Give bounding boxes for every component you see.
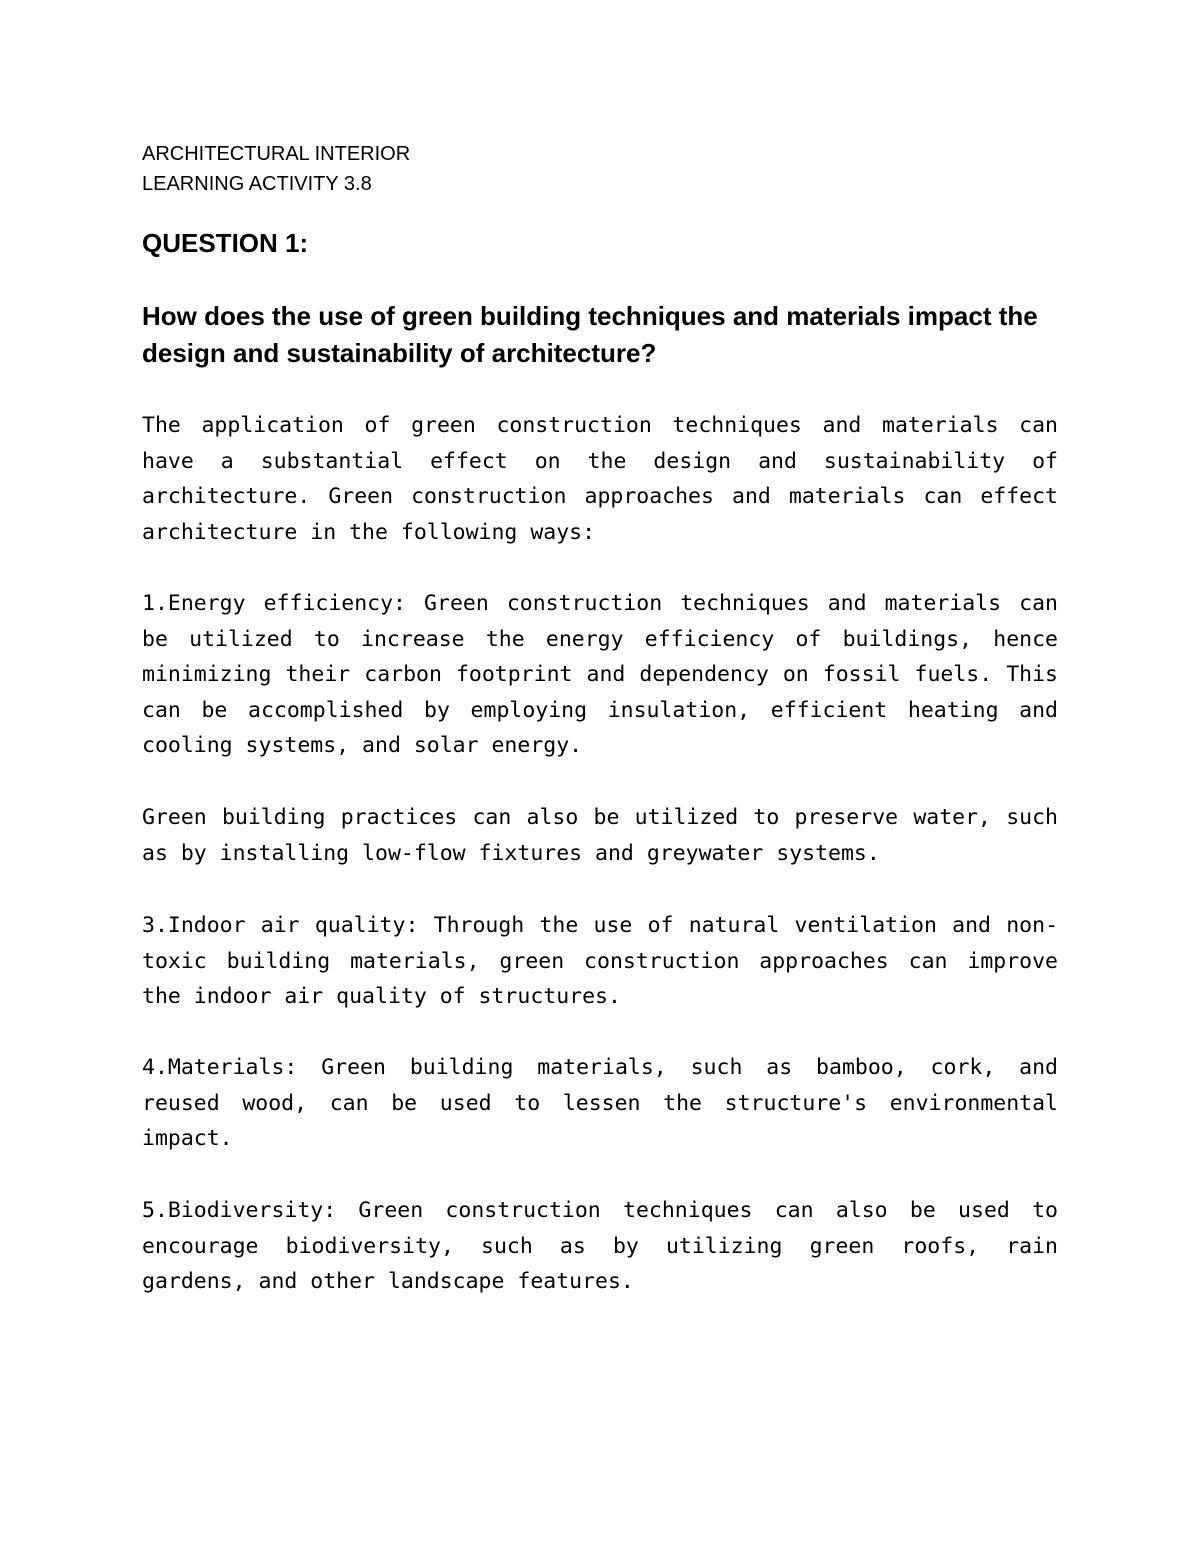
answer-point-biodiversity: 5.Biodiversity: Green construction techniques can also be used to encourage biodiversity, such as by utilizing green roofs, rain gardens, and other landscape features. <box>142 1198 1058 1294</box>
answer-intro: The application of green construction techniques and materials can have a substantial effect on the design and sustainability of architecture. Green construction approaches and materials can effect architecture in the following ways: <box>142 413 1058 545</box>
answer-point-water: Green building practices can also be utilized to preserve water, such as by installing low-flow fixtures and greywater systems. <box>142 805 1058 866</box>
question-label: QUESTION 1: <box>142 228 309 258</box>
question-text: How does the use of green building techniques and materials impact the design and sustainability of architecture? <box>142 301 1038 368</box>
course-title: ARCHITECTURAL INTERIOR <box>142 143 411 165</box>
activity-title: LEARNING ACTIVITY 3.8 <box>142 173 372 195</box>
answer-point-energy: 1.Energy efficiency: Green construction techniques and materials can be utilized to increase the energy efficiency of buildings, hence minimizing their carbon footprint and dependency on fossil fuels. This can be accomplished by employing insulation, efficient heating and cooling systems, and solar energy. <box>142 591 1058 758</box>
answer-point-materials: 4.Materials: Green building materials, such as bamboo, cork, and reused wood, can be used to lessen the structure's environmental impact. <box>142 1055 1058 1151</box>
answer-point-air-quality: 3.Indoor air quality: Through the use of natural ventilation and non-toxic building materials, green construction approaches can improve the indoor air quality of structures. <box>142 913 1058 1009</box>
